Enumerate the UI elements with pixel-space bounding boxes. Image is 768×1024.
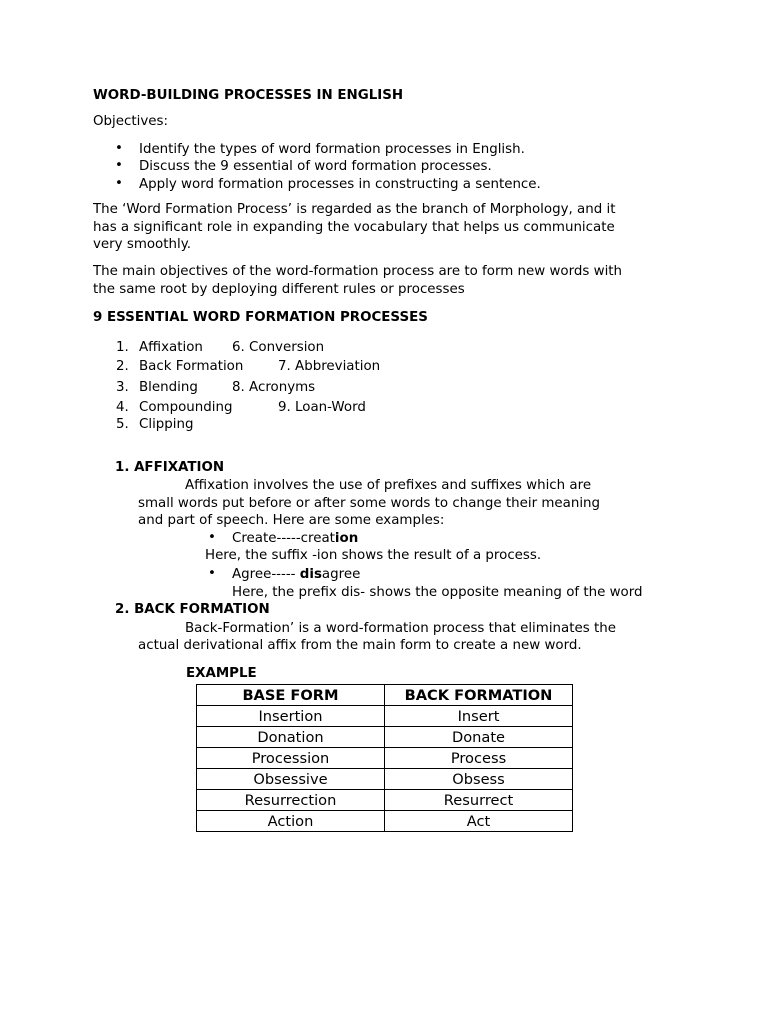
table-row	[197, 706, 573, 727]
process-item: 9. Loan-Word	[278, 400, 366, 415]
bullet: •	[208, 530, 216, 545]
example-label: EXAMPLE	[186, 666, 257, 681]
affixation-example-note: Here, the prefix dis- shows the opposite meaning of the word	[232, 585, 643, 600]
table-cell: Action	[197, 811, 385, 832]
objectives-label: Objectives:	[93, 114, 168, 129]
example-suffix: ion	[334, 531, 359, 546]
bullet: •	[115, 141, 123, 156]
table-cell: Insert	[385, 706, 573, 727]
example-text: Create-----creat	[232, 531, 335, 546]
affixation-line: Affixation involves the use of prefixes and suffixes which are	[185, 478, 592, 493]
table-cell: Donate	[385, 727, 573, 748]
process-number: 4.	[116, 400, 129, 415]
table-cell: Obsess	[385, 769, 573, 790]
table-cell: Obsessive	[197, 769, 385, 790]
objective-item: Discuss the 9 essential of word formation processes.	[139, 159, 492, 174]
process-item: Affixation	[139, 340, 203, 355]
column-header: BACK FORMATION	[385, 685, 573, 706]
example-prefix: dis	[299, 567, 322, 582]
example-text: Agree-----	[232, 567, 300, 582]
affixation-line: and part of speech. Here are some examples:	[138, 513, 445, 528]
processes-heading: 9 ESSENTIAL WORD FORMATION PROCESSES	[93, 310, 428, 325]
example-text: agree	[321, 567, 361, 582]
table-row	[197, 790, 573, 811]
back-formation-heading: 2. BACK FORMATION	[115, 602, 270, 617]
paragraph-line: has a significant role in expanding the vocabulary that helps us communicate	[93, 220, 615, 235]
table-cell: Resurrect	[385, 790, 573, 811]
column-header: BASE FORM	[197, 685, 385, 706]
table-row	[197, 748, 573, 769]
process-item: Back Formation	[139, 359, 244, 374]
process-item: Compounding	[139, 400, 233, 415]
paragraph-line: The main objectives of the word-formation process are to form new words with	[93, 264, 623, 279]
back-formation-line: actual derivational affix from the main form to create a new word.	[138, 638, 582, 653]
affixation-heading: 1. AFFIXATION	[115, 460, 225, 475]
affixation-example-note: Here, the suffix -ion shows the result of a process.	[205, 548, 542, 563]
process-item: Clipping	[139, 417, 194, 432]
table-cell: Insertion	[197, 706, 385, 727]
process-number: 2.	[116, 359, 129, 374]
table-cell: Donation	[197, 727, 385, 748]
process-item: 8. Acronyms	[232, 380, 316, 395]
table-row	[197, 769, 573, 790]
process-item: 6. Conversion	[232, 340, 325, 355]
back-formation-table	[196, 684, 573, 832]
table-row	[197, 727, 573, 748]
bullet: •	[115, 176, 123, 191]
table-cell: Act	[385, 811, 573, 832]
table-row	[197, 811, 573, 832]
objective-item: Identify the types of word formation processes in English.	[139, 142, 525, 157]
process-number: 1.	[116, 340, 129, 355]
affixation-line: small words put before or after some words to change their meaning	[138, 496, 601, 511]
process-item: 7. Abbreviation	[278, 359, 381, 374]
paragraph-line: the same root by deploying different rules or processes	[93, 282, 465, 297]
paragraph-line: very smoothly.	[93, 237, 191, 252]
affixation-example-2	[232, 566, 360, 583]
bullet: •	[208, 566, 216, 581]
objective-item: Apply word formation processes in constructing a sentence.	[139, 177, 541, 192]
bullet: •	[115, 158, 123, 173]
process-number: 5.	[116, 417, 129, 432]
table-cell: Procession	[197, 748, 385, 769]
paragraph-line: The ‘Word Formation Process’ is regarded as the branch of Morphology, and it	[93, 202, 616, 217]
process-number: 3.	[116, 380, 129, 395]
process-item: Blending	[139, 380, 198, 395]
affixation-example-1	[232, 530, 358, 547]
table-header-row	[197, 685, 573, 706]
document-title: WORD-BUILDING PROCESSES IN ENGLISH	[93, 88, 404, 103]
table-cell: Process	[385, 748, 573, 769]
back-formation-line: Back-Formation’ is a word-formation process that eliminates the	[185, 621, 616, 636]
table-cell: Resurrection	[197, 790, 385, 811]
